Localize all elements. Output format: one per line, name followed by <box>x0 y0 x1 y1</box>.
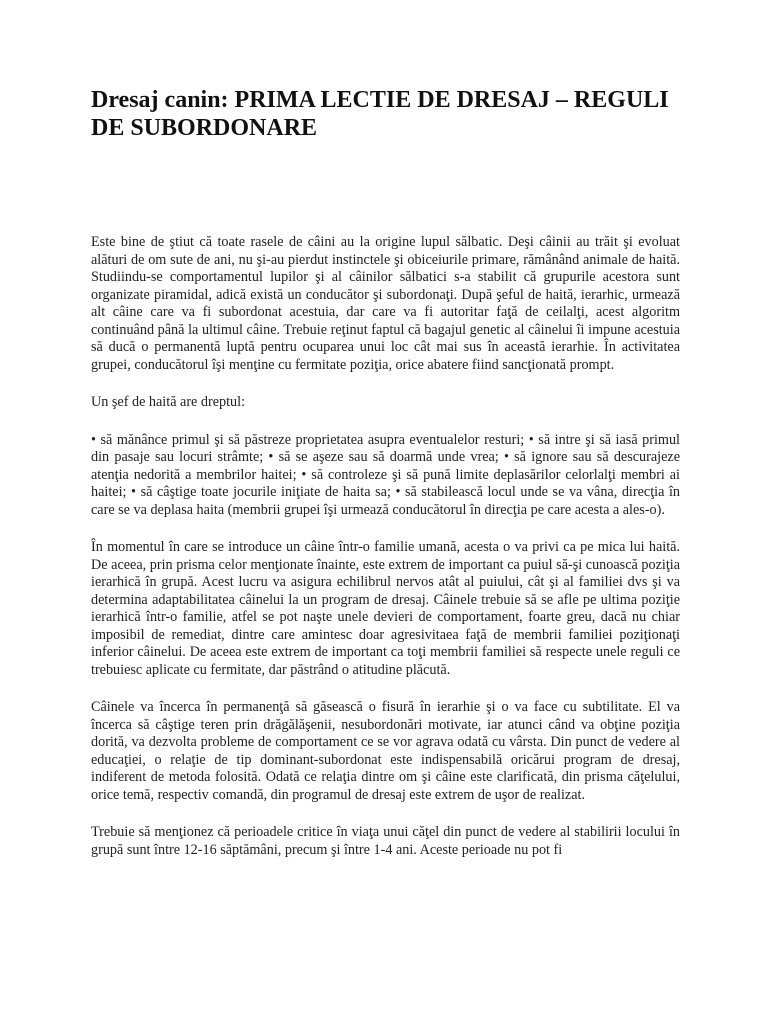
paragraph-critical-periods: Trebuie să menţionez că perioadele critice în viaţa unui căţel din punct de vedere al stabilirii locului în grupă sunt între 12-16 săptămâni, precum şi între 1-4 ani. Aceste perioade nu pot fi <box>91 824 680 858</box>
document-title: Dresaj canin: PRIMA LECTIE DE DRESAJ – REGULI DE SUBORDONARE <box>91 87 669 141</box>
paragraph-rights-list: • să mănânce primul şi să păstreze proprietatea asupra eventualelor resturi; • să intre şi să iasă primul din pasaje sau locuri strâmte; • să se aşeze sau să doarmă unde vrea; • să ignore sau să descurajeze atenţia nedorită a membrilor haitei; • să controleze şi să pună limite deplasărilor celorlalţi membri ai haitei; • să câştige toate jocurile iniţiate de haita sa; • să stabilească locul unde se va vâna, direcţia în care se va deplasa haita (membrii grupei îşi urmează conducătorul în direcţia pe care acesta a ales-o). <box>91 431 680 518</box>
paragraph-intro: Este bine de ştiut că toate rasele de câini au la origine lupul sălbatic. Deşi câinii au trăit şi evoluat alături de om sute de ani, nu şi-au pierdut instinctele şi obiceiurile primare, rămânând animale de haită. Studiindu-se comportamentul lupilor şi al câinilor sălbatici s-a stabilit că grupurile acestora sunt organizate piramidal, adică există un conducător şi subordonaţi. După şeful de haită, ierarhic, urmează alt câine care va fi subordonat acestuia, dar care va fi autoritar faţă de ceilalţi, acest algoritm continuând până la ultimul câine. Trebuie reţinut faptul că bagajul genetic al câinelui îi impune acestuia să ducă o permanentă luptă pentru ocuparea unui loc cât mai sus în această ierarhie. În activitatea grupei, conducătorul îşi menţine cu fermitate poziţia, orice abatere fiind sancţionată prompt. <box>91 234 680 373</box>
document-body <box>91 234 680 859</box>
paragraph-family: În momentul în care se introduce un câine într-o familie umană, acesta o va privi ca pe mica lui haită. De aceea, prin prisma celor menţionate înainte, este extrem de important ca puiul să-şi cunoască poziţia ierarhică în grupă. Acest lucru va asigura echilibrul nervos atât al puiului, cât şi al familiei dvs şi va determina adaptabilitatea câinelui la un program de dresaj. Câinele trebuie să se afle pe ultima poziţie ierarhică într-o familie, atfel se pot naşte unele devieri de comportament, foarte greu, dacă nu chiar imposibil de remediat, dintre care amintesc doar agresivitaea faţă de membrii familiei poziţionaţi inferior câinelui. De aceea este extrem de important ca toţi membrii familiei să respecte unele reguli ce trebuiesc aplicate cu fermitate, dar păstrând o atitudine plăcută. <box>91 539 680 678</box>
paragraph-rights-heading: Un şef de haită are dreptul: <box>91 394 246 410</box>
document-page <box>91 86 680 879</box>
paragraph-hierarchy: Câinele va încerca în permanenţă să găsească o fisură în ierarhie şi o va face cu subtilitate. El va încerca să câştige teren prin drăgălăşenii, nesubordonări motivate, iar atunci când va obţine poziţia dorită, va dezvolta probleme de comportament ce se vor agrava odată cu vârsta. Din punct de vedere al educaţiei, o relaţie de tip dominant-subordonat este indispensabilă oricărui program de dresaj, indiferent de metoda folosită. Odată ce relaţia dintre om şi câine este clarificată, din prisma căţelului, orice temă, respectiv comandă, din programul de dresaj este extrem de uşor de realizat. <box>91 699 680 803</box>
